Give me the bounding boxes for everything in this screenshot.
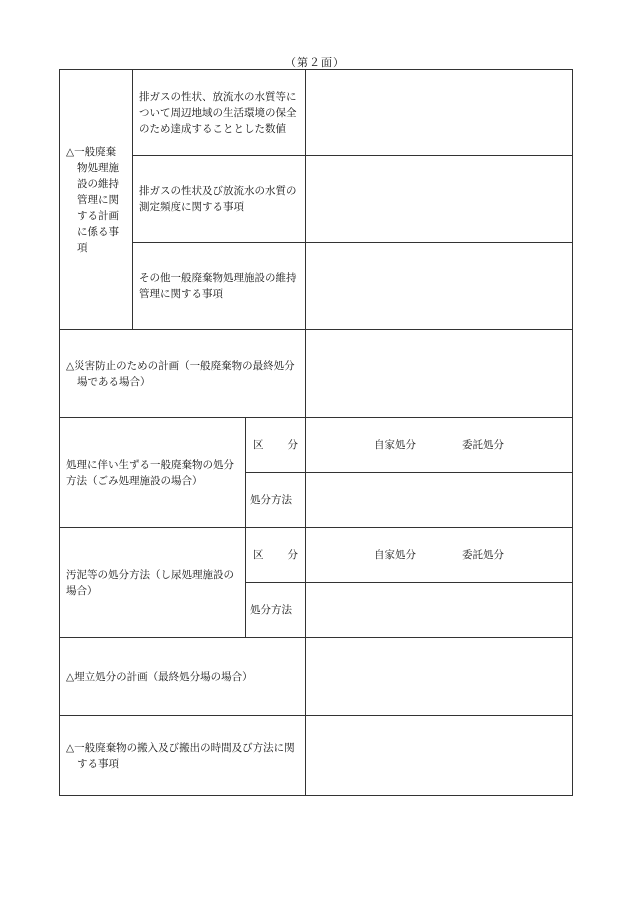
treatment-kubun-char2: 分	[287, 439, 299, 451]
other-maintenance-label-cell	[133, 243, 306, 330]
sludge-disposal-label: 汚泥等の処分方法（し尿処理施設の場合）	[66, 568, 234, 597]
sludge-kubun-char1: 区	[253, 549, 264, 561]
measurement-frequency-label-cell	[133, 156, 306, 243]
disaster-prevention-label-cell	[60, 330, 306, 418]
transport-method-label: △一般廃棄物の搬入及び搬出の時間及び方法に関する事項	[66, 741, 295, 770]
sludge-kubun-char2: 分	[287, 549, 299, 561]
sludge-kubun-label	[246, 547, 305, 563]
sludge-method-label-cell	[246, 583, 306, 638]
measurement-frequency-label: 排ガスの性状及び放流水の水質の測定頻度に関する事項	[139, 185, 297, 213]
treatment-method-value[interactable]	[306, 473, 573, 528]
transport-method-value[interactable]	[306, 716, 573, 796]
treatment-disposal-label-cell	[60, 418, 246, 528]
landfill-plan-label-cell	[60, 638, 306, 716]
treatment-kubun-char1: 区	[253, 439, 264, 451]
sludge-disposal-label-cell	[60, 528, 246, 638]
sludge-kubun-label-cell	[246, 528, 306, 583]
landfill-plan-label: △埋立処分の計画（最終処分場の場合）	[66, 670, 253, 683]
treatment-option-self[interactable]: 自家処分	[374, 439, 417, 451]
treatment-kubun-choices	[306, 418, 573, 473]
sludge-method-label: 処分方法	[250, 604, 292, 616]
page-number: （第２面）	[285, 56, 345, 69]
disaster-prevention-value[interactable]	[306, 330, 573, 418]
treatment-method-label-cell	[246, 473, 306, 528]
other-maintenance-value[interactable]	[306, 243, 573, 330]
form-table	[59, 69, 573, 796]
treatment-kubun-label	[246, 437, 305, 453]
treatment-method-label: 処分方法	[250, 494, 292, 506]
disaster-prevention-label: △災害防止のための計画（一般廃棄物の最終処分場である場合）	[66, 359, 295, 388]
emission-target-label-cell	[133, 70, 306, 156]
sludge-method-value[interactable]	[306, 583, 573, 638]
landfill-plan-value[interactable]	[306, 638, 573, 716]
maintenance-plan-label-cell	[60, 70, 133, 330]
sludge-option-self[interactable]: 自家処分	[374, 549, 417, 561]
sludge-option-consigned[interactable]: 委託処分	[462, 549, 505, 561]
maintenance-plan-label: △一般廃棄物処理施設の維持管理に関する計画に係る事項	[66, 145, 119, 254]
transport-method-label-cell	[60, 716, 306, 796]
treatment-option-consigned[interactable]: 委託処分	[462, 439, 505, 451]
other-maintenance-label: その他一般廃棄物処理施設の維持管理に関する事項	[139, 272, 297, 300]
measurement-frequency-value[interactable]	[306, 156, 573, 243]
treatment-disposal-label: 処理に伴い生ずる一般廃棄物の処分方法（ごみ処理施設の場合）	[66, 458, 234, 487]
treatment-kubun-label-cell	[246, 418, 306, 473]
sludge-kubun-choices	[306, 528, 573, 583]
emission-target-value[interactable]	[306, 70, 573, 156]
emission-target-label: 排ガスの性状、放流水の水質等について周辺地域の生活環境の保全のため達成することとした数値	[139, 90, 297, 135]
